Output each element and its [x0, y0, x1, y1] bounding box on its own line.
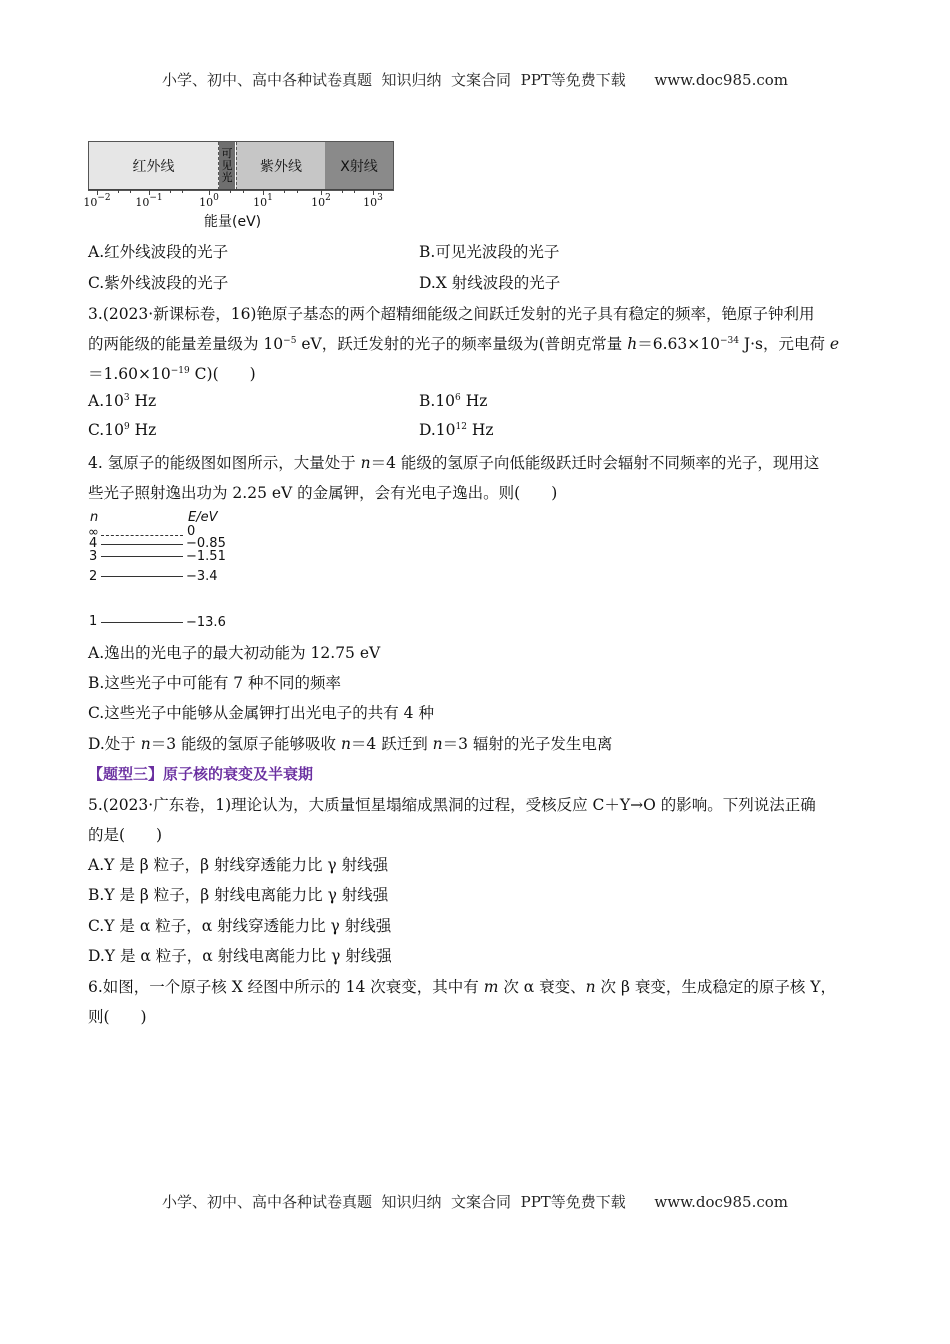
axis-tick — [263, 190, 264, 195]
tick-label: $10^{-2}$ — [83, 193, 111, 209]
q3-option-b: $B.10^6$ Hz — [419, 392, 488, 410]
level-n-2: 2 — [89, 569, 98, 584]
page-header: 小学、初中、高中各种试卷真题 知识归纳 文案合同 PPT等免费下载 www.doc985.com — [161, 71, 788, 89]
axis-minor-tick — [297, 190, 298, 193]
q5-stem-line-2: 的是( ) — [88, 826, 163, 844]
q3-option-a: $A.10^3$ Hz — [88, 392, 157, 410]
q3-option-d: $D.10^{12}$ Hz — [419, 421, 494, 439]
energy-axis — [88, 189, 393, 190]
tick-label: $10^1$ — [253, 193, 273, 209]
q5-option-c: C.Y 是 α 粒子，α 射线穿透能力比 γ 射线强 — [88, 917, 392, 935]
axis-tick — [321, 190, 322, 195]
q3-stem-line-3: $=1.60\times 10^{-19}$ C)( ) — [88, 365, 256, 383]
level-n-3: 3 — [89, 549, 98, 564]
axis-minor-tick — [243, 190, 244, 193]
page-footer: 小学、初中、高中各种试卷真题 知识归纳 文案合同 PPT等免费下载 www.doc985.com — [161, 1193, 788, 1211]
q4-stem-line-2: 些光子照射逸出功为 2.25 eV 的金属钾，会有光电子逸出。则( ) — [88, 484, 558, 502]
q3-stem-line-2: 的两能级的能量差量级为 $10^{-5}$ eV，跃迁发射的光子的频率量级为(普朗克常量 $h=6.63\times 10^{-34}$ J·s，元电荷 e — [88, 335, 840, 353]
q5-option-d: D.Y 是 α 粒子，α 射线电离能力比 γ 射线强 — [88, 947, 392, 965]
n-axis-label: n — [90, 510, 99, 525]
q4-option-c: C.这些光子中能够从金属钾打出光电子的共有 4 种 — [88, 704, 434, 722]
axis-minor-tick — [230, 190, 231, 193]
tick-label: $10^2$ — [311, 193, 331, 209]
q2-option-d: D.X 射线波段的光子 — [419, 274, 561, 292]
tick-label: $10^3$ — [363, 193, 383, 209]
level-e-2: −3.4 — [186, 569, 218, 584]
band-visible-char-1: 可 — [221, 147, 233, 160]
band-visible-char-3: 光 — [221, 171, 233, 184]
axis-minor-tick — [354, 190, 355, 193]
q3-stem-line-1: 3.(2023·新课标卷，16)铯原子基态的两个超精细能级之间跃迁发射的光子具有稳定的频率，铯原子钟利用 — [88, 305, 815, 323]
q4-stem-line-1: 4. 氢原子的能级图如图所示，大量处于 n＝4 能级的氢原子向低能级跃迁时会辐射不同频率的光子，现用这 — [88, 454, 820, 472]
band-visible — [219, 142, 235, 190]
band-visible-char-2: 见 — [221, 159, 233, 172]
level-line-4 — [101, 544, 183, 545]
q5-stem-line-1: 5.(2023·广东卷，1)理论认为，大质量恒星塌缩成黑洞的过程，受核反应 C＋Y→O 的影响。下列说法正确 — [88, 796, 816, 814]
axis-minor-tick — [130, 190, 131, 193]
axis-minor-tick — [118, 190, 119, 193]
band-xray: X射线 — [325, 142, 393, 190]
tick-label: $10^{-1}$ — [135, 193, 163, 209]
level-e-3: −1.51 — [186, 549, 226, 564]
q4-option-b: B.这些光子中可能有 7 种不同的频率 — [88, 674, 342, 692]
axis-minor-tick — [182, 190, 183, 193]
q2-option-c: C.紫外线波段的光子 — [88, 274, 229, 292]
level-line-3 — [101, 556, 183, 557]
spectrum-figure — [88, 141, 394, 191]
e-axis-label: E/eV — [188, 510, 218, 525]
q2-option-a: A.红外线波段的光子 — [88, 243, 229, 261]
level-e-1: −13.6 — [186, 615, 226, 630]
q4-option-a: A.逸出的光电子的最大初动能为 12.75 eV — [88, 644, 381, 662]
q6-stem-line-2: 则( ) — [88, 1008, 147, 1026]
axis-tick — [373, 190, 374, 195]
level-line-1 — [101, 622, 183, 623]
level-line-inf — [101, 535, 183, 536]
level-e-4: −0.85 — [186, 536, 226, 551]
level-line-2 — [101, 576, 183, 577]
q3-option-c: $C.10^9$ Hz — [88, 421, 157, 439]
q6-stem-line-1: 6.如图，一个原子核 X 经图中所示的 14 次衰变，其中有 m 次 α 衰变、n 次 β 衰变，生成稳定的原子核 Y， — [88, 978, 837, 996]
section-heading: 【题型三】原子核的衰变及半衰期 — [88, 765, 314, 783]
band-infrared: 红外线 — [89, 142, 219, 190]
q2-option-b: B.可见光波段的光子 — [419, 243, 560, 261]
level-n-4: 4 — [89, 536, 98, 551]
axis-tick — [209, 190, 210, 195]
q5-option-a: A.Y 是 β 粒子，β 射线穿透能力比 γ 射线强 — [88, 856, 389, 874]
level-n-1: 1 — [89, 614, 98, 629]
axis-minor-tick — [170, 190, 171, 193]
axis-label: 能量(eV) — [204, 214, 262, 230]
level-n-inf: ∞ — [88, 525, 99, 540]
axis-minor-tick — [342, 190, 343, 193]
tick-label: $10^0$ — [199, 193, 219, 209]
axis-minor-tick — [284, 190, 285, 193]
level-e-inf: 0 — [187, 524, 196, 539]
band-ultraviolet: 紫外线 — [236, 142, 326, 190]
q4-option-d: D.处于 n＝3 能级的氢原子能够吸收 n＝4 跃迁到 n＝3 辐射的光子发生电离 — [88, 735, 613, 753]
q5-option-b: B.Y 是 β 粒子，β 射线电离能力比 γ 射线强 — [88, 886, 389, 904]
